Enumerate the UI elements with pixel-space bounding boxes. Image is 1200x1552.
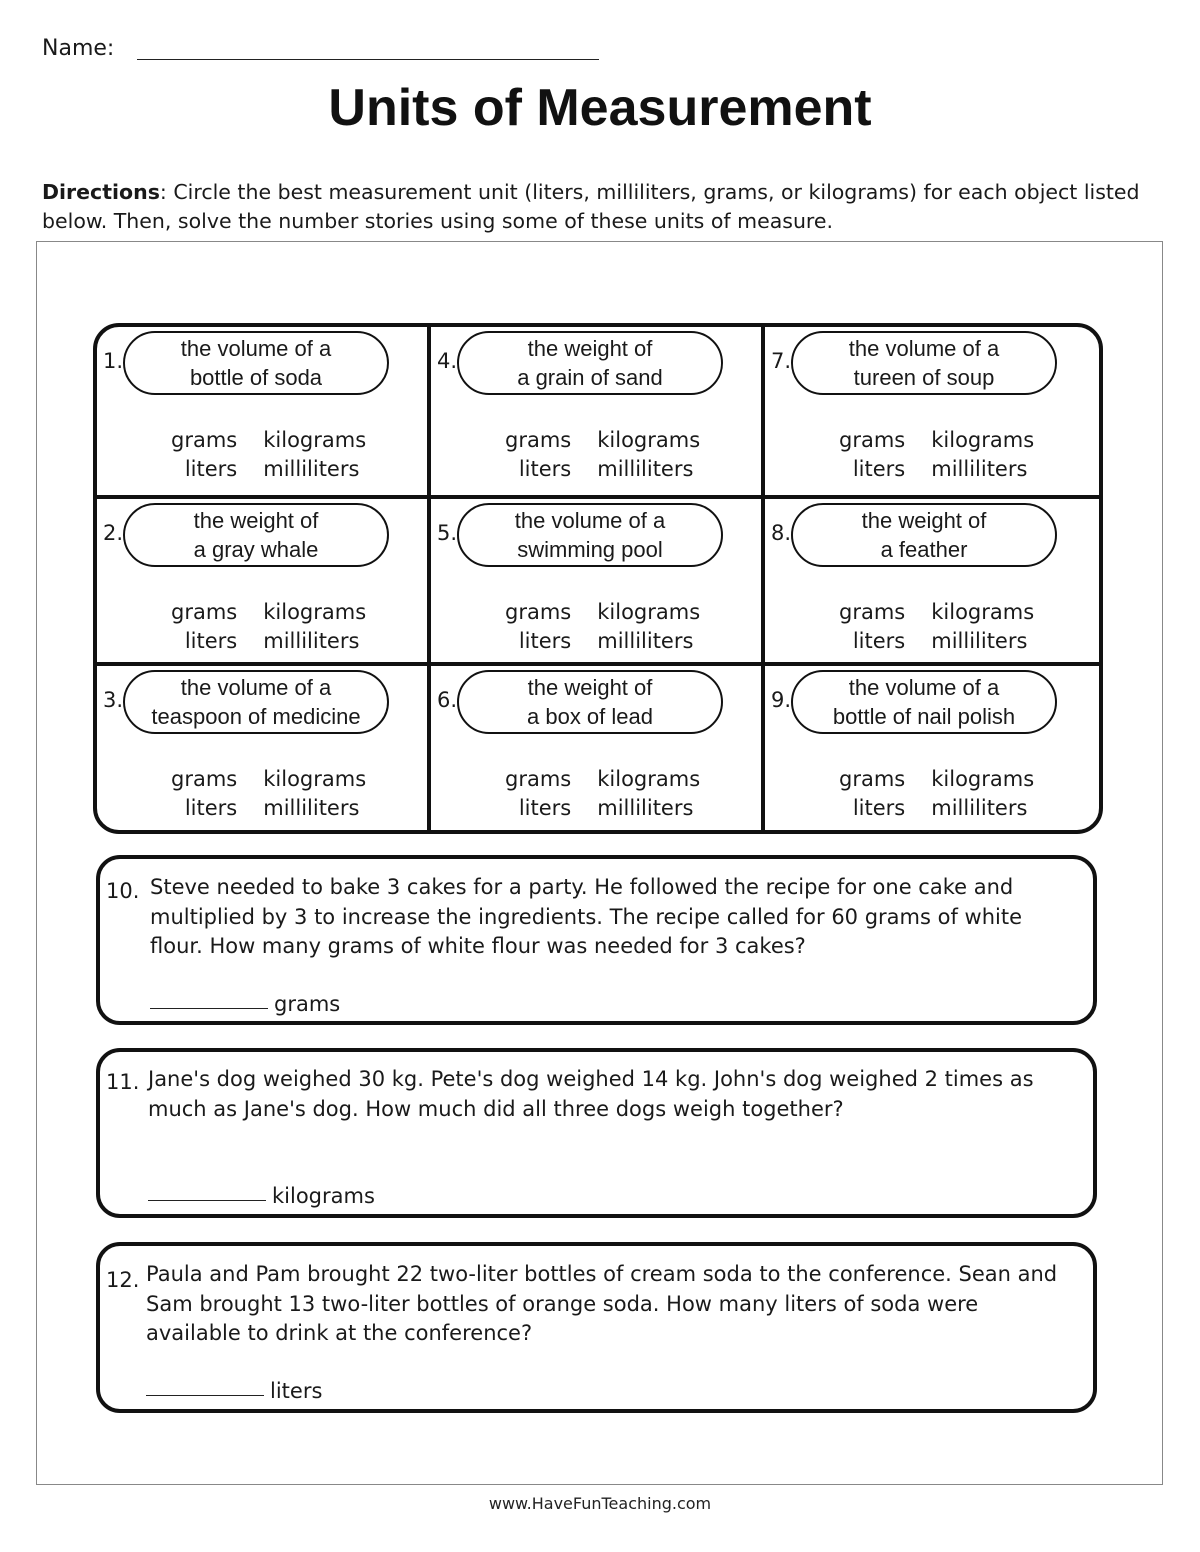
item-description: the weight of a box of lead <box>457 670 723 734</box>
story-number: 12. <box>106 1268 140 1292</box>
unit-option-liters[interactable]: liters <box>852 796 906 820</box>
answer-row <box>148 1184 375 1208</box>
unit-option-kilograms[interactable]: kilograms <box>931 767 1035 791</box>
unit-option-grams[interactable]: grams <box>171 428 238 452</box>
item-cell <box>431 327 765 499</box>
answer-unit: grams <box>274 992 341 1016</box>
item-cell <box>431 666 765 830</box>
unit-option-liters[interactable]: liters <box>518 457 572 481</box>
unit-option-liters[interactable]: liters <box>518 796 572 820</box>
item-number: 6. <box>437 688 458 712</box>
unit-option-milliliters[interactable]: milliliters <box>263 796 360 820</box>
unit-options <box>839 599 1034 655</box>
item-number: 7. <box>771 349 792 373</box>
item-cell <box>97 327 431 499</box>
item-number: 9. <box>771 688 792 712</box>
unit-option-grams[interactable]: grams <box>505 600 572 624</box>
footer-url: www.HaveFunTeaching.com <box>488 1494 712 1513</box>
unit-option-milliliters[interactable]: milliliters <box>931 457 1028 481</box>
story-box <box>96 1048 1097 1218</box>
unit-option-kilograms[interactable]: kilograms <box>597 767 701 791</box>
unit-options <box>505 427 700 483</box>
unit-option-kilograms[interactable]: kilograms <box>263 428 367 452</box>
answer-blank[interactable] <box>146 1395 264 1396</box>
unit-option-grams[interactable]: grams <box>839 767 906 791</box>
story-text: Jane's dog weighed 30 kg. Pete's dog weighed 14 kg. John's dog weighed 2 times as much as Jane's dog. How much did all three dogs weigh together? <box>148 1067 1034 1121</box>
item-description: the volume of a bottle of nail polish <box>791 670 1057 734</box>
item-cell <box>97 666 431 830</box>
story-number: 10. <box>106 879 140 903</box>
unit-choice-grid <box>93 323 1103 834</box>
unit-option-grams[interactable]: grams <box>839 428 906 452</box>
unit-option-grams[interactable]: grams <box>171 600 238 624</box>
unit-option-milliliters[interactable]: milliliters <box>597 457 694 481</box>
item-cell <box>97 499 431 666</box>
item-cell <box>765 327 1099 499</box>
item-description: the weight of a feather <box>791 503 1057 567</box>
item-description: the weight of a grain of sand <box>457 331 723 395</box>
item-description: the volume of a tureen of soup <box>791 331 1057 395</box>
item-cell <box>765 666 1099 830</box>
story-box <box>96 1242 1097 1413</box>
unit-option-liters[interactable]: liters <box>518 629 572 653</box>
unit-options <box>839 766 1034 822</box>
unit-options <box>505 599 700 655</box>
unit-option-grams[interactable]: grams <box>839 600 906 624</box>
unit-option-milliliters[interactable]: milliliters <box>931 796 1028 820</box>
unit-option-kilograms[interactable]: kilograms <box>931 428 1035 452</box>
item-number: 8. <box>771 521 792 545</box>
unit-option-liters[interactable]: liters <box>184 629 238 653</box>
story-box <box>96 855 1097 1025</box>
unit-option-grams[interactable]: grams <box>505 428 572 452</box>
item-cell <box>765 499 1099 666</box>
item-number: 3. <box>103 688 124 712</box>
unit-options <box>171 599 366 655</box>
page-title: Units of Measurement <box>328 79 872 137</box>
answer-row <box>146 1379 322 1403</box>
unit-option-grams[interactable]: grams <box>505 767 572 791</box>
directions <box>42 178 1152 236</box>
unit-option-liters[interactable]: liters <box>184 796 238 820</box>
unit-option-kilograms[interactable]: kilograms <box>263 600 367 624</box>
answer-blank[interactable] <box>148 1200 266 1201</box>
directions-label: Directions <box>42 180 160 204</box>
unit-options <box>839 427 1034 483</box>
item-description: the volume of a teaspoon of medicine <box>123 670 389 734</box>
unit-option-kilograms[interactable]: kilograms <box>931 600 1035 624</box>
unit-option-milliliters[interactable]: milliliters <box>597 796 694 820</box>
unit-option-liters[interactable]: liters <box>852 629 906 653</box>
unit-option-liters[interactable]: liters <box>852 457 906 481</box>
unit-option-kilograms[interactable]: kilograms <box>263 767 367 791</box>
answer-unit: kilograms <box>272 1184 375 1208</box>
unit-options <box>171 766 366 822</box>
item-number: 2. <box>103 521 124 545</box>
name-field[interactable] <box>137 59 599 60</box>
item-cell <box>431 499 765 666</box>
item-description: the volume of a bottle of soda <box>123 331 389 395</box>
item-description: the volume of a swimming pool <box>457 503 723 567</box>
directions-text: : Circle the best measurement unit (liters, milliliters, grams, or kilograms) for each object listed below. Then, solve the number stories using some of these units of measure. <box>42 180 1140 233</box>
item-number: 1. <box>103 349 124 373</box>
item-description: the weight of a gray whale <box>123 503 389 567</box>
answer-unit: liters <box>270 1379 323 1403</box>
item-number: 5. <box>437 521 458 545</box>
answer-blank[interactable] <box>150 1008 268 1009</box>
unit-options <box>171 427 366 483</box>
unit-option-grams[interactable]: grams <box>171 767 238 791</box>
unit-option-milliliters[interactable]: milliliters <box>597 629 694 653</box>
unit-option-milliliters[interactable]: milliliters <box>931 629 1028 653</box>
story-text: Paula and Pam brought 22 two-liter bottles of cream soda to the conference. Sean and Sam brought 13 two-liter bottles of orange soda. How many liters of soda were available to drink at the conference? <box>146 1262 1058 1345</box>
story-text: Steve needed to bake 3 cakes for a party. He followed the recipe for one cake and multiplied by 3 to increase the ingredients. The recipe called for 60 grams of white flour. How many grams of white flour was needed for 3 cakes? <box>150 875 1023 958</box>
unit-option-kilograms[interactable]: kilograms <box>597 600 701 624</box>
unit-options <box>505 766 700 822</box>
unit-option-milliliters[interactable]: milliliters <box>263 629 360 653</box>
item-number: 4. <box>437 349 458 373</box>
unit-option-liters[interactable]: liters <box>184 457 238 481</box>
unit-option-milliliters[interactable]: milliliters <box>263 457 360 481</box>
name-label: Name: <box>42 36 115 61</box>
story-number: 11. <box>106 1070 140 1094</box>
unit-option-kilograms[interactable]: kilograms <box>597 428 701 452</box>
answer-row <box>150 992 340 1016</box>
